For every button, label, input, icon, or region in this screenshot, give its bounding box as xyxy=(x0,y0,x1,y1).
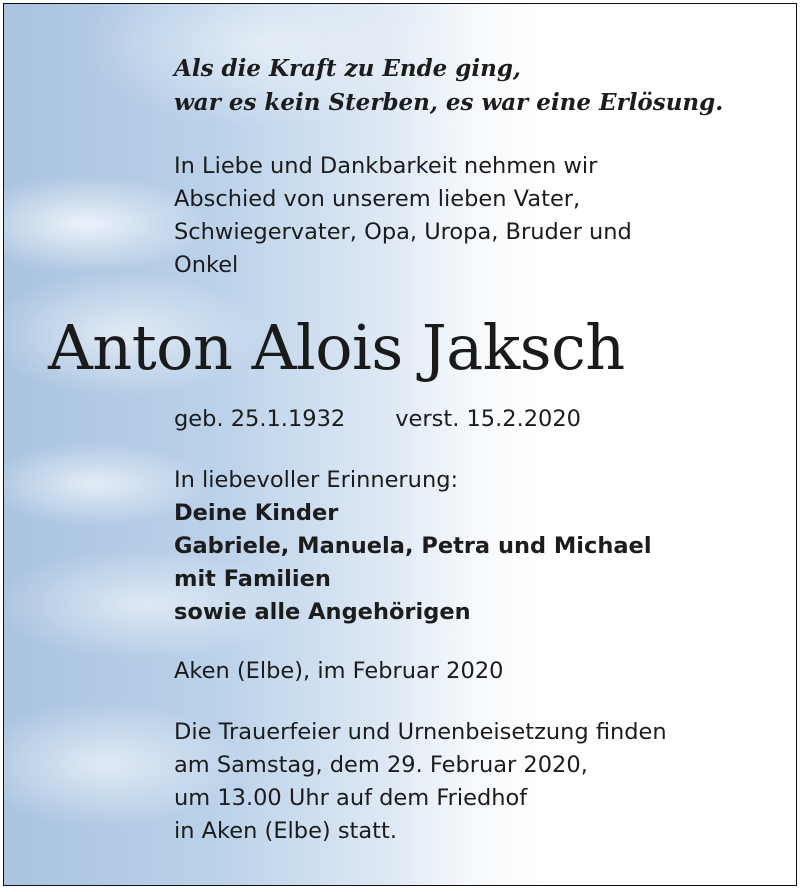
place-and-date: Aken (Elbe), im Februar 2020 xyxy=(174,658,504,684)
service-line: um 13.00 Uhr auf dem Friedhof xyxy=(174,785,528,811)
intro-line: Abschied von unserem lieben Vater, xyxy=(174,186,581,212)
intro-line: In Liebe und Dankbarkeit nehmen wir xyxy=(174,153,598,179)
mourner-line: mit Familien xyxy=(174,566,331,592)
motto-line: war es kein Sterben, es war eine Erlösung. xyxy=(174,89,724,116)
intro-line: Schwiegervater, Opa, Uropa, Bruder und xyxy=(174,219,632,245)
service-line: Die Trauerfeier und Urnenbeisetzung finden xyxy=(174,719,667,745)
service-line: in Aken (Elbe) statt. xyxy=(174,818,397,844)
obituary-notice xyxy=(3,3,797,886)
mourner-line: sowie alle Angehörigen xyxy=(174,599,471,625)
farewell-intro xyxy=(174,150,756,282)
mourner-line: Deine Kinder xyxy=(174,500,339,526)
service-line: am Samstag, dem 29. Februar 2020, xyxy=(174,752,588,778)
birth-date: geb. 25.1.1932 xyxy=(174,406,346,432)
motto-verse xyxy=(174,52,756,120)
life-dates xyxy=(174,402,756,436)
death-date: verst. 15.2.2020 xyxy=(395,406,582,432)
mourner-line: Gabriele, Manuela, Petra und Michael xyxy=(174,533,652,559)
memory-heading: In liebevoller Erinnerung: xyxy=(174,467,459,493)
funeral-service-info xyxy=(174,716,756,848)
intro-line: Onkel xyxy=(174,252,239,278)
memory-section xyxy=(174,464,756,629)
deceased-name: Anton Alois Jaksch xyxy=(48,311,625,384)
motto-line: Als die Kraft zu Ende ging, xyxy=(174,55,521,82)
